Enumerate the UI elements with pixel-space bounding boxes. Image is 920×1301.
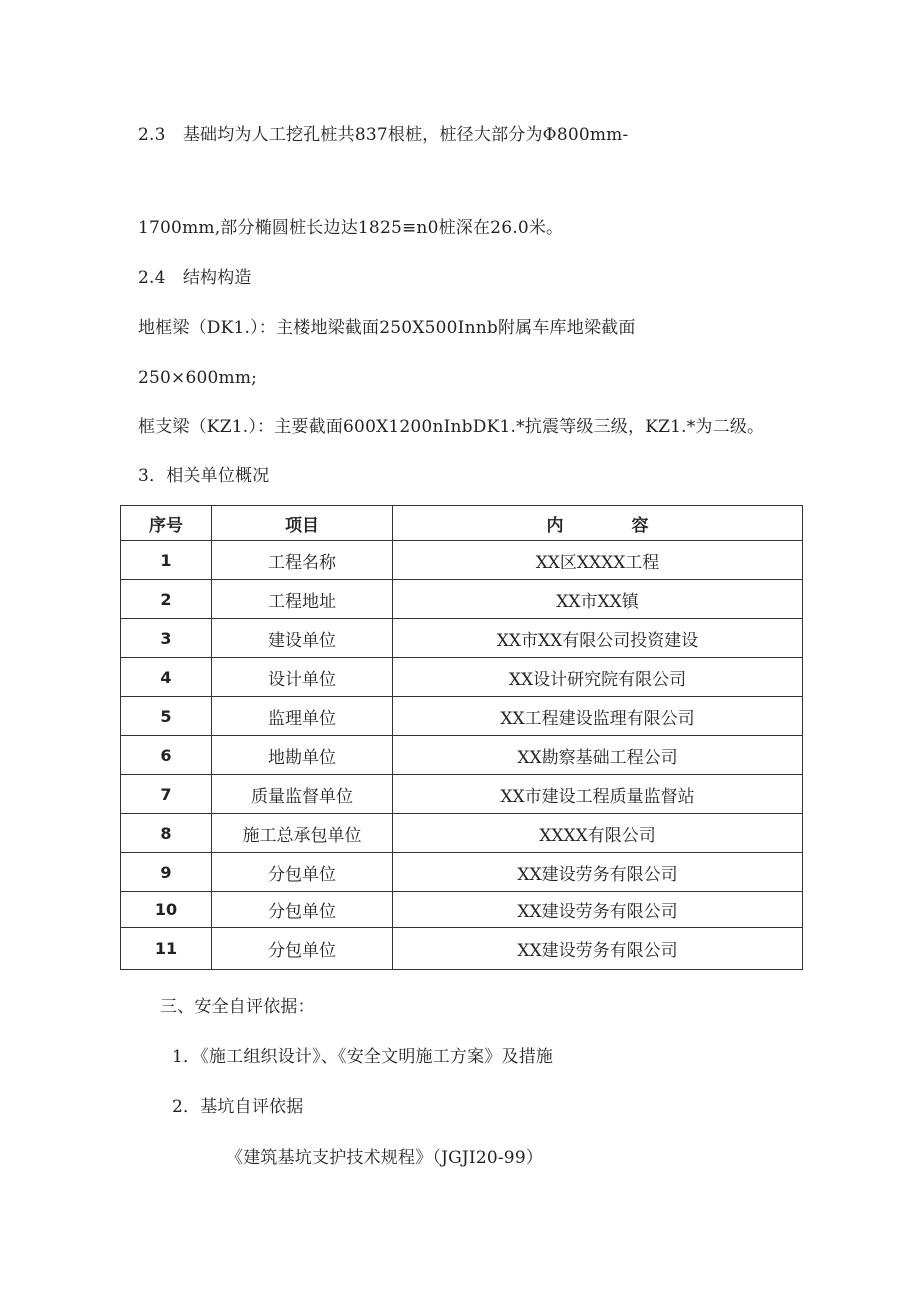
paragraph-ground-beam-cont: 250×600mm; — [138, 368, 258, 388]
row-content: XX建设劳务有限公司 — [393, 853, 803, 892]
paragraph-pile-dimensions: 1700mm,部分椭圆桩长边达1825≡n0桩深在26.0米。 — [138, 218, 564, 238]
row-item: 工程地址 — [212, 580, 393, 619]
table-row — [121, 580, 803, 619]
table-row — [121, 697, 803, 736]
row-content: XXXX有限公司 — [393, 814, 803, 853]
row-index: 11 — [121, 928, 212, 970]
row-content: XX区XXXX工程 — [393, 541, 803, 580]
row-index: 7 — [121, 775, 212, 814]
row-content: XX市XX有限公司投资建设 — [393, 619, 803, 658]
table-row — [121, 775, 803, 814]
basis-item-2: 2．基坑自评依据 — [172, 1097, 304, 1117]
paragraph-pile-foundation: 2.3 基础均为人工挖孔桩共837根桩，桩径大部分为Φ800mm- — [138, 125, 629, 145]
related-units-table — [120, 505, 803, 970]
row-content: XX市XX镇 — [393, 580, 803, 619]
row-index: 1 — [121, 541, 212, 580]
row-content: XX建设劳务有限公司 — [393, 892, 803, 928]
row-index: 10 — [121, 892, 212, 928]
paragraph-transfer-beam: 框支梁（KZ1.）：主要截面600X1200nInbDK1.*抗震等级三级，KZ1.*为二级。 — [138, 417, 765, 437]
row-item: 建设单位 — [212, 619, 393, 658]
row-content: XX建设劳务有限公司 — [393, 928, 803, 970]
row-item: 分包单位 — [212, 853, 393, 892]
row-content: XX市建设工程质量监督站 — [393, 775, 803, 814]
table-row — [121, 736, 803, 775]
basis-item-2-standard: 《建筑基坑支护技术规程》（JGJI20-99） — [226, 1148, 544, 1168]
basis-item-1: 1．《施工组织设计》、《安全文明施工方案》及措施 — [172, 1047, 554, 1067]
row-item: 设计单位 — [212, 658, 393, 697]
table-row — [121, 928, 803, 970]
row-index: 3 — [121, 619, 212, 658]
heading-structure: 2.4 结构构造 — [138, 268, 252, 288]
table-row — [121, 619, 803, 658]
table-header-row — [121, 506, 803, 541]
row-item: 分包单位 — [212, 892, 393, 928]
table-row — [121, 541, 803, 580]
row-index: 5 — [121, 697, 212, 736]
row-item: 施工总承包单位 — [212, 814, 393, 853]
row-content: XX设计研究院有限公司 — [393, 658, 803, 697]
row-content: XX勘察基础工程公司 — [393, 736, 803, 775]
row-index: 4 — [121, 658, 212, 697]
header-index: 序号 — [121, 506, 212, 541]
row-index: 6 — [121, 736, 212, 775]
row-item: 分包单位 — [212, 928, 393, 970]
header-item: 项目 — [212, 506, 393, 541]
paragraph-ground-beam: 地框梁（DK1.）：主楼地梁截面250X500Innb附属车库地梁截面 — [138, 318, 636, 338]
row-index: 8 — [121, 814, 212, 853]
table-row — [121, 892, 803, 928]
row-item: 工程名称 — [212, 541, 393, 580]
table-row — [121, 853, 803, 892]
row-item: 地勘单位 — [212, 736, 393, 775]
row-content: XX工程建设监理有限公司 — [393, 697, 803, 736]
row-index: 2 — [121, 580, 212, 619]
heading-related-units: 3．相关单位概况 — [138, 466, 270, 486]
row-index: 9 — [121, 853, 212, 892]
row-item: 监理单位 — [212, 697, 393, 736]
table-row — [121, 658, 803, 697]
heading-safety-evaluation-basis: 三、安全自评依据： — [160, 997, 315, 1017]
row-item: 质量监督单位 — [212, 775, 393, 814]
header-content: 内 容 — [393, 506, 803, 541]
table-row — [121, 814, 803, 853]
